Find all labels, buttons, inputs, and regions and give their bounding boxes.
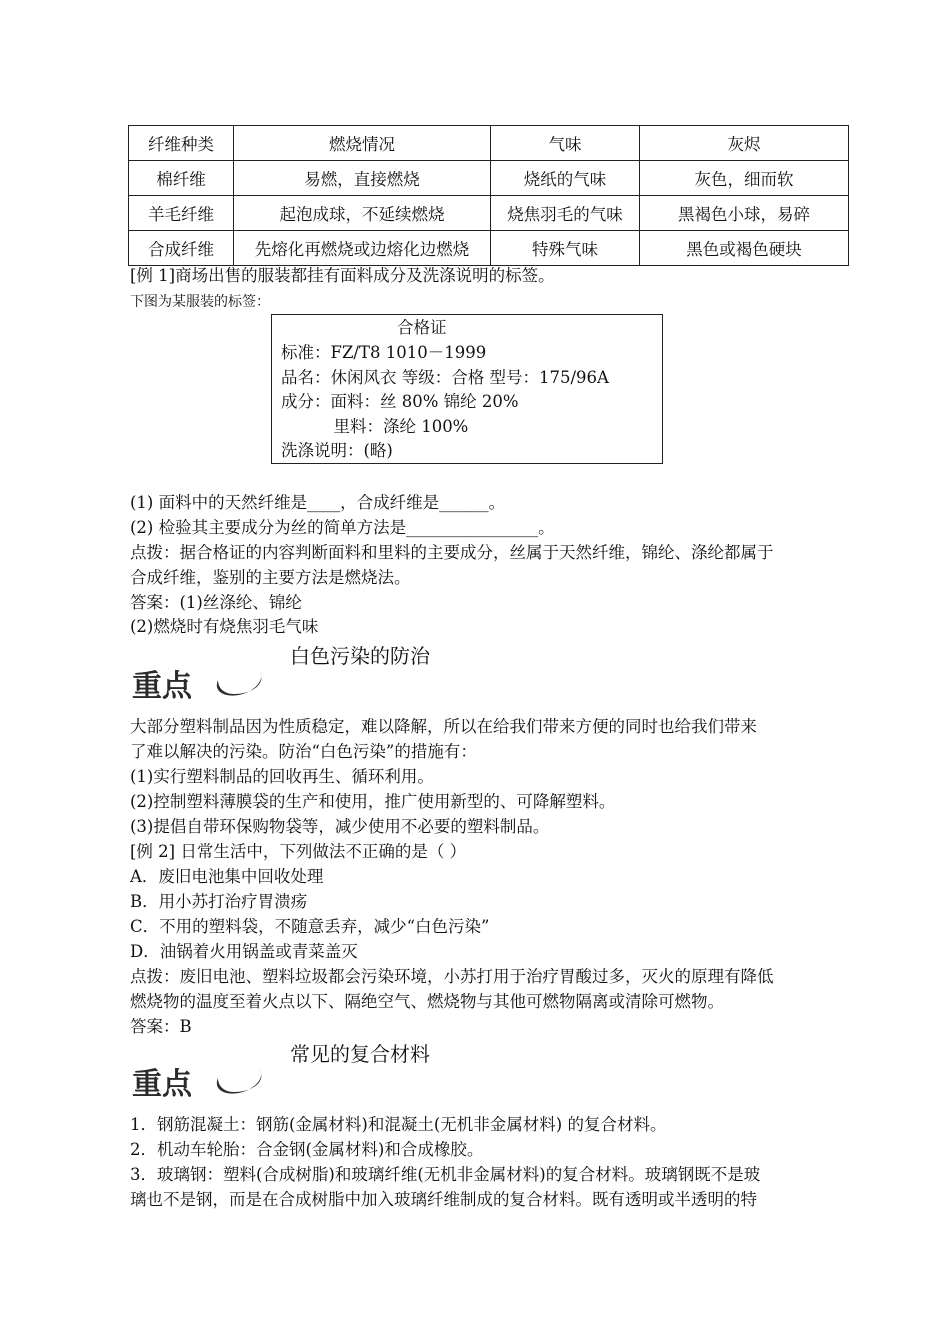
measure-item: (3)提倡自带环保购物袋等，减少使用不必要的塑料制品。 [130,817,550,836]
measure-item: (1)实行塑料制品的回收再生、循环利用。 [130,767,434,786]
answer-line: 答案：B [130,1017,192,1036]
section-title: 白色污染的防治 [290,644,430,668]
example1-caption: 下图为某服装的标签： [130,294,270,310]
table-cell: 羊毛纤维 [129,196,234,231]
table-header-cell: 燃烧情况 [234,126,491,161]
table-row [129,196,849,231]
brush-swoosh-icon [217,1070,262,1094]
badge-text: 重点 [132,1067,192,1102]
certificate-label-box [271,314,663,464]
table-cell: 灰色，细而软 [640,161,849,196]
table-row [129,161,849,196]
badge-text: 重点 [132,669,192,704]
certificate-line: 洗涤说明：(略) [281,441,393,460]
section-title: 常见的复合材料 [290,1042,430,1066]
hint-line: 燃烧物的温度至着火点以下、隔绝空气、燃烧物与其他可燃物隔离或清除可燃物。 [130,992,724,1011]
answer-line: 答案：(1)丝涤纶、锦纶 [130,593,302,612]
hint-line: 点拨：据合格证的内容判断面料和里料的主要成分，丝属于天然纤维，锦纶、涤纶都属于 [130,543,774,562]
example2-question: [例 2] 日常生活中，下列做法不正确的是（ ） [130,842,467,861]
question-1: (1) 面料中的天然纤维是____，合成纤维是______。 [130,493,506,512]
composite-item: 3．玻璃钢：塑料(合成树脂)和玻璃纤维(无机非金属材料)的复合材料。玻璃钢既不是玻 [130,1165,761,1184]
certificate-line: 标准：FZ/T8 1010－1999 [281,343,487,362]
table-header-cell: 灰烬 [640,126,849,161]
table-cell: 烧焦羽毛的气味 [491,196,640,231]
table-header-row [129,126,849,161]
paragraph-line: 大部分塑料制品因为性质稳定，难以降解，所以在给我们带来方便的同时也给我们带来 [130,717,757,736]
table-cell: 起泡成球，不延续燃烧 [234,196,491,231]
table-cell: 合成纤维 [129,231,234,266]
table-row [129,231,849,266]
table-cell: 易燃，直接燃烧 [234,161,491,196]
hint-line: 合成纤维，鉴别的主要方法是燃烧法。 [130,568,411,587]
fiber-burning-table [128,125,849,266]
answer-line: (2)燃烧时有烧焦羽毛气味 [130,617,319,636]
certificate-title: 合格证 [397,318,447,337]
example1-intro: [例 1]商场出售的服装都挂有面料成分及洗涤说明的标签。 [130,266,555,285]
composite-item: 1．钢筋混凝土：钢筋(金属材料)和混凝土(无机非金属材料) 的复合材料。 [130,1115,667,1134]
brush-swoosh-icon [217,672,262,696]
composite-item: 璃也不是钢，而是在合成树脂中加入玻璃纤维制成的复合材料。既有透明或半透明的特 [130,1190,757,1209]
hint-line: 点拨：废旧电池、塑料垃圾都会污染环境，小苏打用于治疗胃酸过多，灭火的原理有降低 [130,967,774,986]
composite-item: 2．机动车轮胎：合金钢(金属材料)和合成橡胶。 [130,1140,484,1159]
key-point-badge-icon [130,1058,270,1104]
table-cell: 先熔化再燃烧或边熔化边燃烧 [234,231,491,266]
option-item: A．废旧电池集中回收处理 [130,867,324,886]
table-cell: 黑色或褐色硬块 [640,231,849,266]
table-cell: 烧纸的气味 [491,161,640,196]
paragraph-line: 了难以解决的污染。防治“白色污染”的措施有： [130,742,477,761]
key-point-badge-icon [130,660,270,706]
table-cell: 棉纤维 [129,161,234,196]
question-2: (2) 检验其主要成分为丝的简单方法是________________。 [130,518,555,537]
table-cell: 黑褐色小球，易碎 [640,196,849,231]
certificate-line: 品名：休闲风衣 等级：合格 型号：175/96A [281,368,609,387]
certificate-line: 成分：面料：丝 80% 锦纶 20% [281,392,519,411]
table-header-cell: 纤维种类 [129,126,234,161]
table-cell: 特殊气味 [491,231,640,266]
option-item: D．油锅着火用锅盖或青菜盖灭 [130,942,358,961]
table-header-cell: 气味 [491,126,640,161]
certificate-line: 里料：涤纶 100% [281,417,469,436]
option-item: C．不用的塑料袋，不随意丢弃，减少“白色污染” [130,917,490,936]
measure-item: (2)控制塑料薄膜袋的生产和使用，推广使用新型的、可降解塑料。 [130,792,616,811]
option-item: B．用小苏打治疗胃溃疡 [130,892,308,911]
